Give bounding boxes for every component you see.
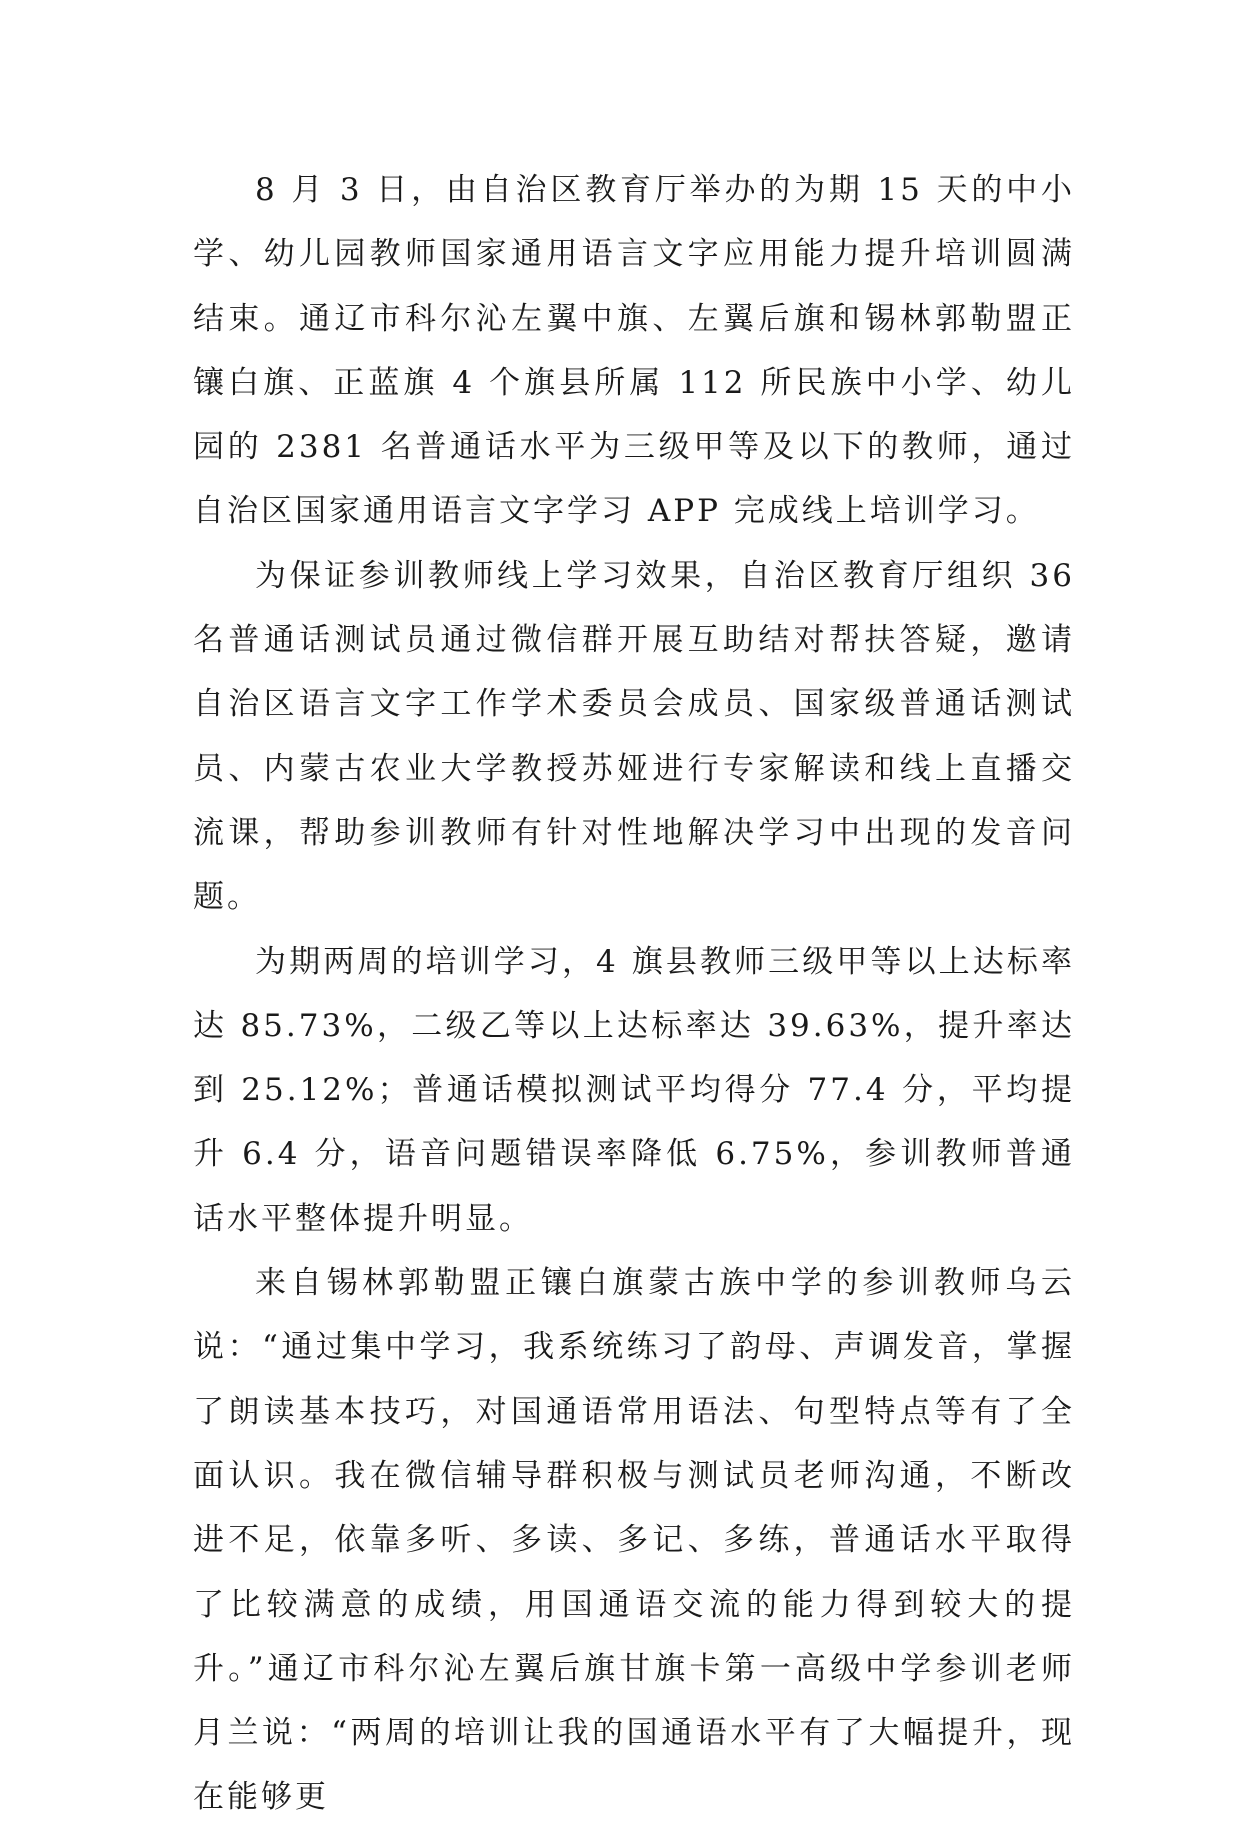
document-body [193,158,1075,1830]
paragraph-online-support: 为保证参训教师线上学习效果，自治区教育厅组织 36 名普通话测试员通过微信群开展互助结对帮扶答疑，邀请自治区语言文字工作学术委员会成员、国家级普通话测试员、内蒙古农业大学教授苏娅进行专家解读和线上直播交流课，帮助参训教师有针对性地解决学习中出现的发音问题。 [193,557,1075,916]
paragraph-teacher-testimonials: 来自锡林郭勒盟正镶白旗蒙古族中学的参训教师乌云说：“通过集中学习，我系统练习了韵母、声调发音，掌握了朗读基本技巧，对国通语常用语法、句型特点等有了全面认识。我在微信辅导群积极与测试员老师沟通，不断改进不足，依靠多听、多读、多记、多练，普通话水平取得了比较满意的成绩，用国通语交流的能力得到较大的提升。”通辽市科尔沁左翼后旗甘旗卡第一高级中学参训老师月兰说：“两周的培训让我的国通语水平有了大幅提升，现在能够更 [193,1265,1075,1816]
paragraph-training-completion: 8 月 3 日，由自治区教育厅举办的为期 15 天的中小学、幼儿园教师国家通用语言文字应用能力提升培训圆满结束。通辽市科尔沁左翼中旗、左翼后旗和锡林郭勒盟正镶白旗、正蓝旗 4 个旗县所属 112 所民族中小学、幼儿园的 2381 名普通话水平为三级甲等及以下的教师，通过自治区国家通用语言文字学习 APP 完成线上培训学习。 [193,172,1075,530]
paragraph-training-results: 为期两周的培训学习，4 旗县教师三级甲等以上达标率达 85.73%，二级乙等以上达标率达 39.63%，提升率达到 25.12%；普通话模拟测试平均得分 77.4 分，平均提升 6.4 分，语音问题错误率降低 6.75%，参训教师普通话水平整体提升明显。 [193,943,1075,1237]
